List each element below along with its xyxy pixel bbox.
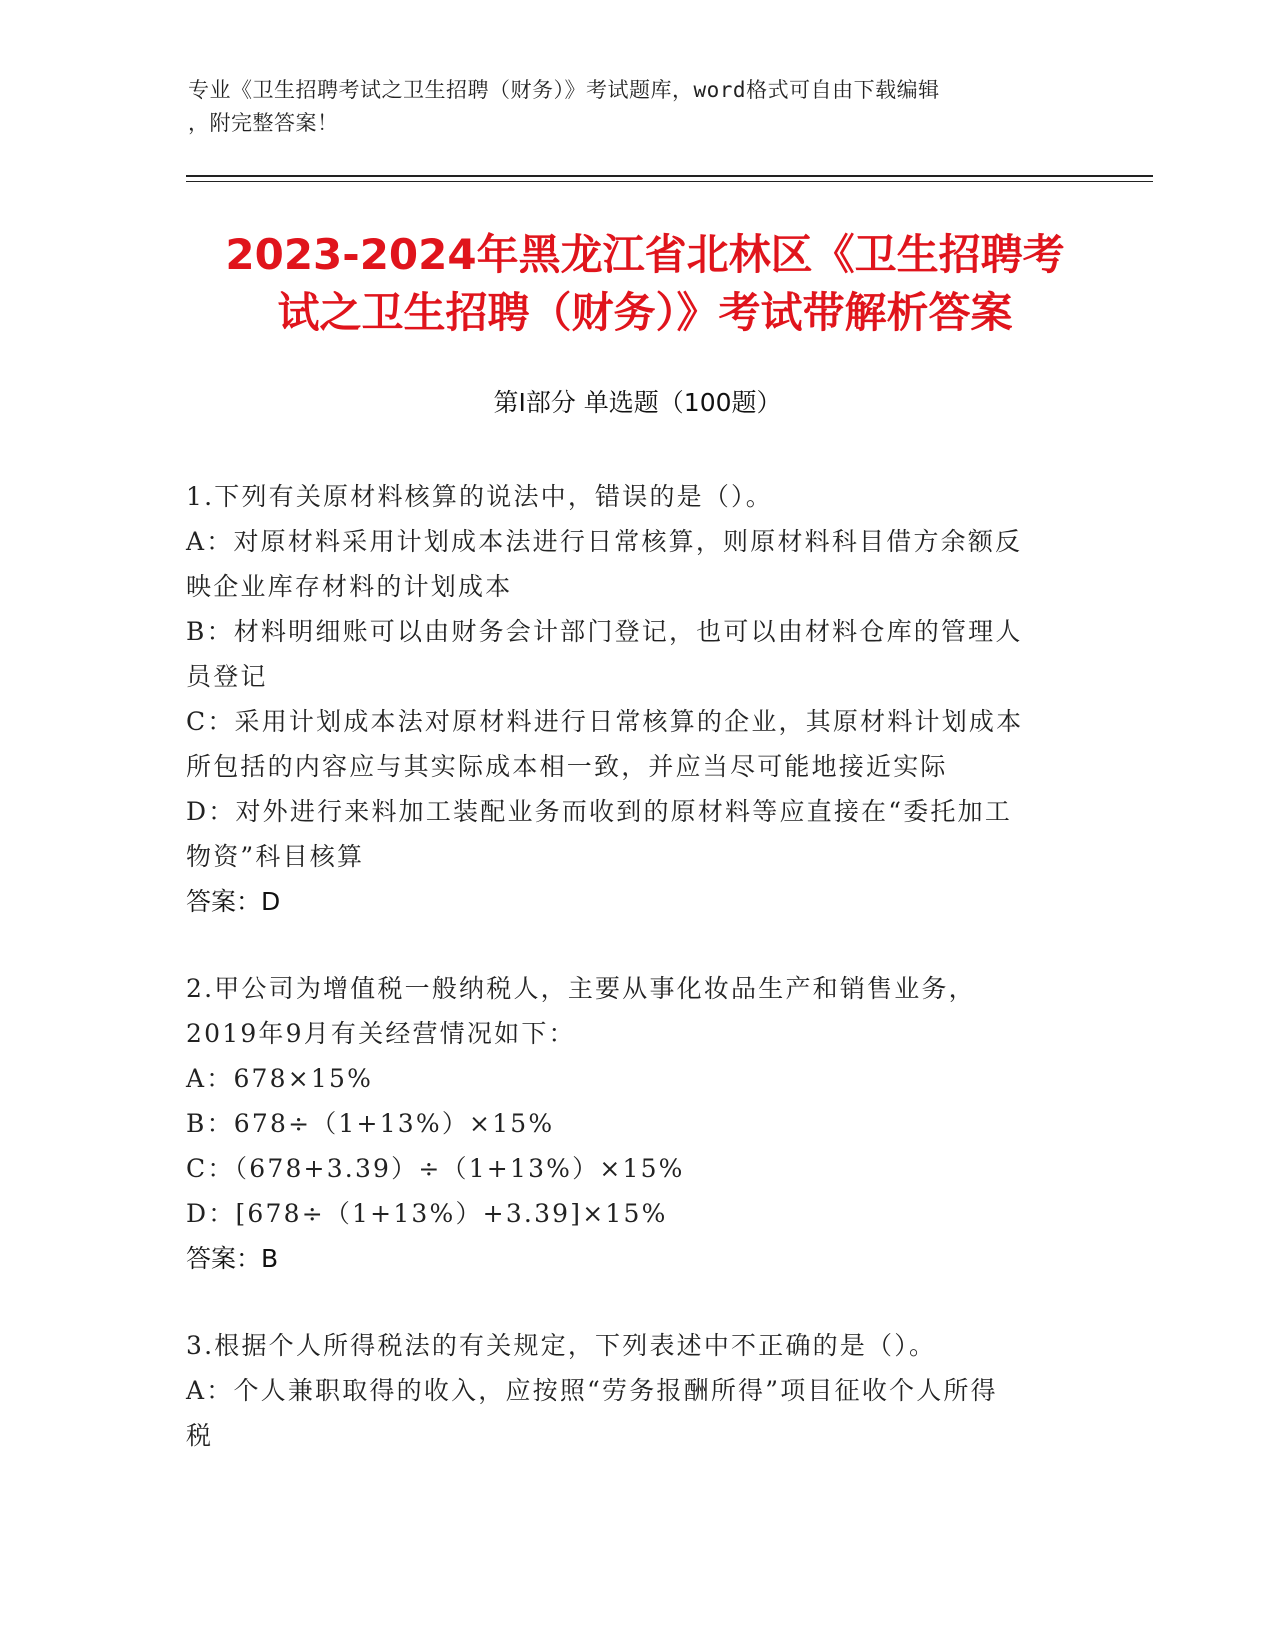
option-a-continued: 映企业库存材料的计划成本 (186, 572, 513, 601)
option-d-continued: 物资”科目核算 (186, 842, 365, 871)
header-divider-thin (186, 181, 1153, 182)
answer-label: 答案：D (186, 887, 281, 916)
option-a-continued: 税 (186, 1421, 214, 1450)
option-c: C：采用计划成本法对原材料进行日常核算的企业，其原材料计划成本 (186, 707, 1024, 736)
header-divider-thick (186, 175, 1153, 177)
question-stem: 2.甲公司为增值税一般纳税人，主要从事化妆品生产和销售业务， (186, 974, 976, 1003)
question-2 (186, 966, 1086, 1281)
option-d: D：对外进行来料加工装配业务而收到的原材料等应直接在“委托加工 (186, 797, 1013, 826)
option-b: B：材料明细账可以由财务会计部门登记，也可以由材料仓库的管理人 (186, 617, 1023, 646)
question-stem: 1.下列有关原材料核算的说法中，错误的是（）。 (186, 482, 773, 511)
header-note-line-1: 专业《卫生招聘考试之卫生招聘（财务）》考试题库，word格式可自由下载编辑 (188, 78, 940, 102)
question-list (186, 474, 1086, 1500)
question-1 (186, 474, 1086, 924)
document-title-line-1: 2023-2024年黑龙江省北林区《卫生招聘考 (225, 230, 1065, 279)
question-stem-continued: 2019年9月有关经营情况如下： (186, 1019, 576, 1048)
section-heading: 第Ⅰ部分 单选题（100题） (493, 388, 782, 417)
header-note-line-2: ，附完整答案！ (188, 111, 339, 135)
question-3 (186, 1323, 1086, 1458)
document-title-line-2: 试之卫生招聘（财务）》考试带解析答案 (277, 288, 1013, 337)
option-a: A：个人兼职取得的收入，应按照“劳务报酬所得”项目征收个人所得 (186, 1376, 998, 1405)
option-d: D：[678÷（1+13%）+3.39]×15% (186, 1199, 668, 1228)
document-title (150, 226, 1140, 342)
option-b: B：678÷（1+13%）×15% (186, 1109, 555, 1138)
answer-label: 答案：B (186, 1244, 279, 1273)
option-a: A：678×15% (186, 1064, 374, 1093)
option-c-continued: 所包括的内容应与其实际成本相一致，并应当尽可能地接近实际 (186, 752, 948, 781)
header-note (188, 74, 1088, 140)
option-c: C：（678+3.39）÷（1+13%）×15% (186, 1154, 685, 1183)
option-a: A：对原材料采用计划成本法进行日常核算，则原材料科目借方余额反 (186, 527, 1023, 556)
option-b-continued: 员登记 (186, 662, 268, 691)
question-stem: 3.根据个人所得税法的有关规定，下列表述中不正确的是（）。 (186, 1331, 937, 1360)
